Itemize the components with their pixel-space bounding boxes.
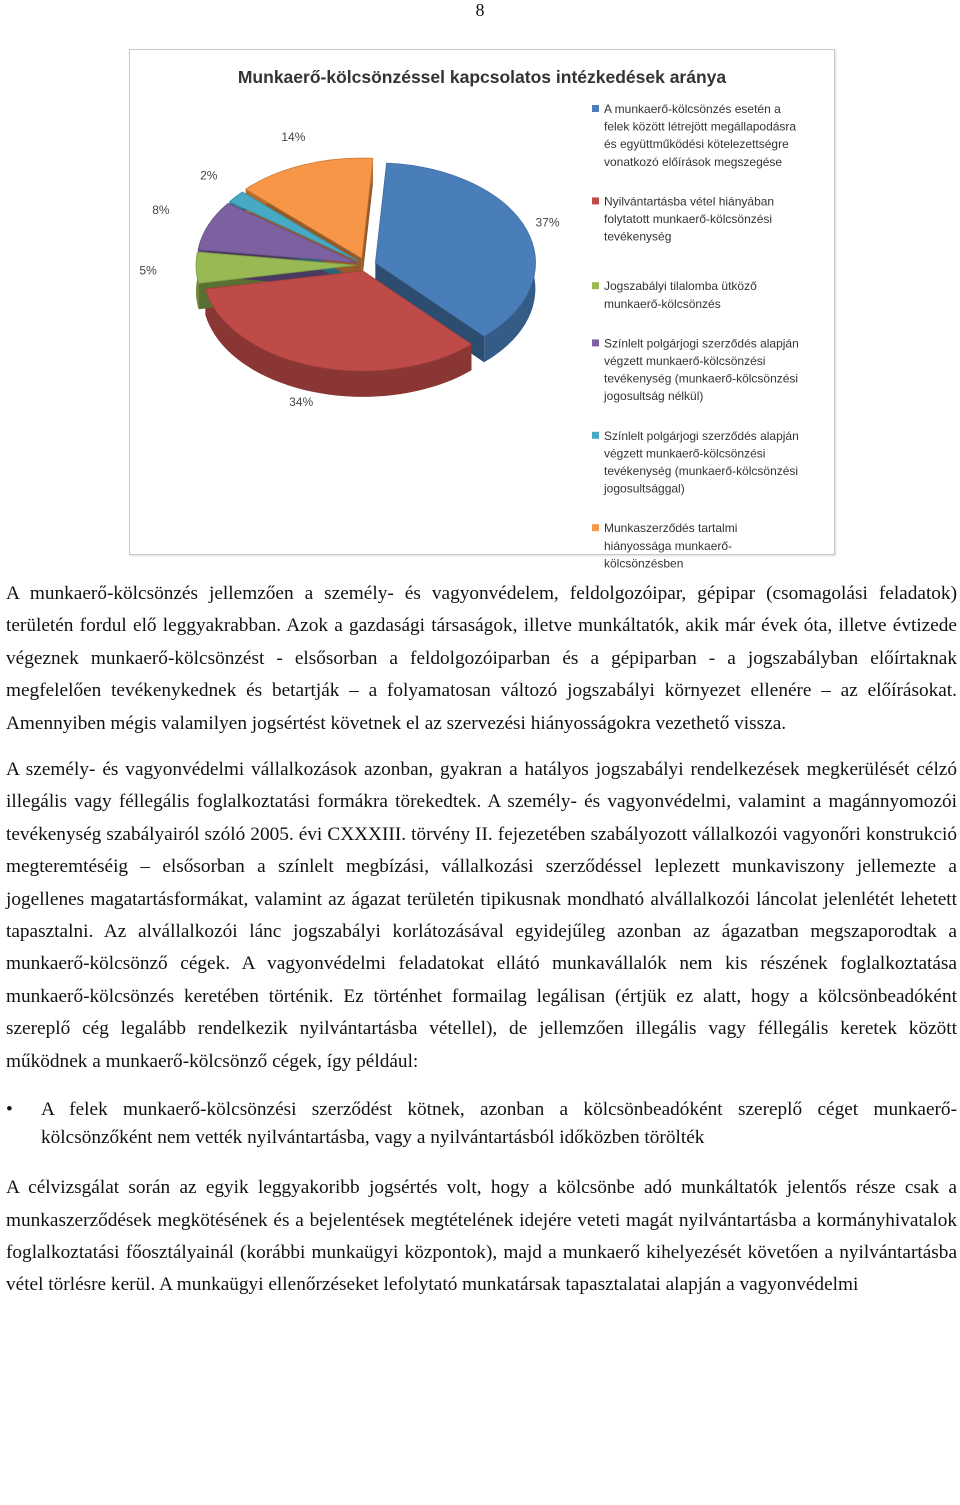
bullet-item [6,1096,957,1152]
slice-value-label: 2% [200,168,218,183]
legend-label: tevékenység (munkaerő-kölcsönzési [604,464,799,478]
paragraph-1: A munkaerő-kölcsönzés jellemzően a személy- és vagyonvédelem, feldolgozóipar, gépipar (csomagolási feladatok) területén fordul elő leggyakrabban. Azok a gazdasági társaságok, illetve munkáltatók, akik már évek óta, illetve évtizede végeznek munkaerő-kölcsönzést - elsősorban a feldolgozóiparban és a gépiparban - a jogszabályban előírtaknak megfelelően tevékenykednek és betartják – a folyamatosan változó jogszabályi környezet ellenére – az előírásokat. Amennyiben mégis valamilyen jogsértést követnek el az szervezési hiányosságokra vezethető vissza. [6,583,957,734]
legend-label: folytatott munkaerő-kölcsönzési [604,212,773,226]
paragraph-2: A személy- és vagyonvédelmi vállalkozások azonban, gyakran a hatályos jogszabályi rendelkezések megkerülését célzó illegális vagy féllegális foglalkoztatási formákra törekedtek. A személy- és vagyonvédelmi, valamint a magánnyomozói tevékenység szabályairól szóló 2005. évi CXXXIII. törvény II. fejezetében szabályozott vállalkozói vagyonőri konstrukció megteremtéséig – elsősorban a színlelt megbízási, vállalkozási szerződéssel leplezett munkaviszony jellemezte a jogellenes magatartásformákat, valamint az ágazat területén tipikusnak mondható alvállalkozói láncolat jelenlétét lehetett tapasztalni. Az alvállalkozói lánc jogszabályi korlátozásával egyidejűleg azonban az ágazatban megszaporodtak a munkaerő-kölcsönző cégek. A vagyonvédelmi feladatokat ellátó munkavállalók nem kis részének foglalkoztatása munkaerő-kölcsönzés keretében történik. Ez történhet formailag legálisan (értjük ez alatt, hogy a kölcsönbeadóként szereplő cég legalább rendelkezik nyilvántartásba vétellel), de jellemzően illegális vagy féllegális keretek között működnek a munkaerő-kölcsönző cégek, így például: [6,759,957,1072]
paragraph-3: A célvizsgálat során az egyik leggyakoribb jogsértés volt, hogy a kölcsönbe adó munkáltatók jelentős része csak a munkaszerződések megkötésének és a bejelentések megtételének idejére veteti magát nyilvántartásba a kormányhivatalok foglalkoztatási főosztályainál (korábbi munkaügyi központok), majd a munkaerő kihelyezését követően a nyilvántartásba vétel törlésre kerül. A munkaügyi ellenőrzéseket lefolytató munkatársak tapasztalatai alapján a vagyonvédelmi [6,1177,957,1296]
legend-label: Munkaszerződés tartalmi [604,521,738,536]
pie-chart-figure [129,49,835,571]
legend-item [592,279,757,311]
slice-value-label: 14% [281,130,306,144]
legend-swatch [592,339,599,346]
legend-item [592,336,799,403]
legend-item [592,429,799,496]
legend-swatch [592,432,599,439]
slice-value-label: 5% [139,263,157,278]
legend-label: tevékenység (munkaerő-kölcsönzési [604,371,799,386]
slice-value-label: 8% [152,203,170,217]
legend-label: Jogszabályi tilalomba ütköző [604,279,757,294]
bullet-dot: • [6,1099,13,1121]
legend-label: felek között létrejött megállapodásra [604,119,797,134]
legend-item [592,521,737,570]
legend-label: munkaerő-kölcsönzés [604,296,721,311]
bullet-list [6,1096,957,1152]
legend-label: Színlelt polgárjogi szerződés alapján [604,336,799,351]
legend-swatch [592,524,599,531]
legend-label: tevékenység [604,229,672,244]
page-number: 8 [475,0,485,20]
slice-value-label: 34% [289,394,314,409]
body-text [6,578,957,1316]
legend-label: jogosultsággal) [604,481,685,496]
legend-label: jogosultság nélkül) [604,389,704,404]
legend-swatch [592,197,599,204]
legend-label: Színlelt polgárjogi szerződés alapján [604,428,799,443]
legend-label: végzett munkaerő-kölcsönzési [604,354,766,368]
legend-swatch [592,282,599,289]
chart-title: Munkaerő-kölcsönzéssel kapcsolatos intézkedések aránya [237,67,727,87]
legend-label: kölcsönzésben [604,556,684,571]
slice-value-label: 37% [535,215,560,230]
legend-swatch [592,105,599,112]
legend-label: vonatkozó előírások megszegése [604,154,783,169]
legend-label: végzett munkaerő-kölcsönzési [604,446,766,461]
pie-chart [130,50,834,571]
legend-item [592,102,796,169]
legend-label: és együttműködési kötelezettségre [604,137,789,152]
legend-label: hiányossága munkaerő- [604,538,733,553]
legend-item [592,194,774,243]
legend-label: A munkaerő-kölcsönzés esetén a [604,102,781,116]
bullet-text: A felek munkaerő-kölcsönzési szerződést kötnek, azonban a kölcsönbeadóként szereplő céget munkaerő-kölcsönzőként nem vették nyilvántartásba, vagy a nyilvántartásból időközben törölték [41,1099,957,1149]
legend-label: Nyilvántartásba vétel hiányában [604,194,775,209]
